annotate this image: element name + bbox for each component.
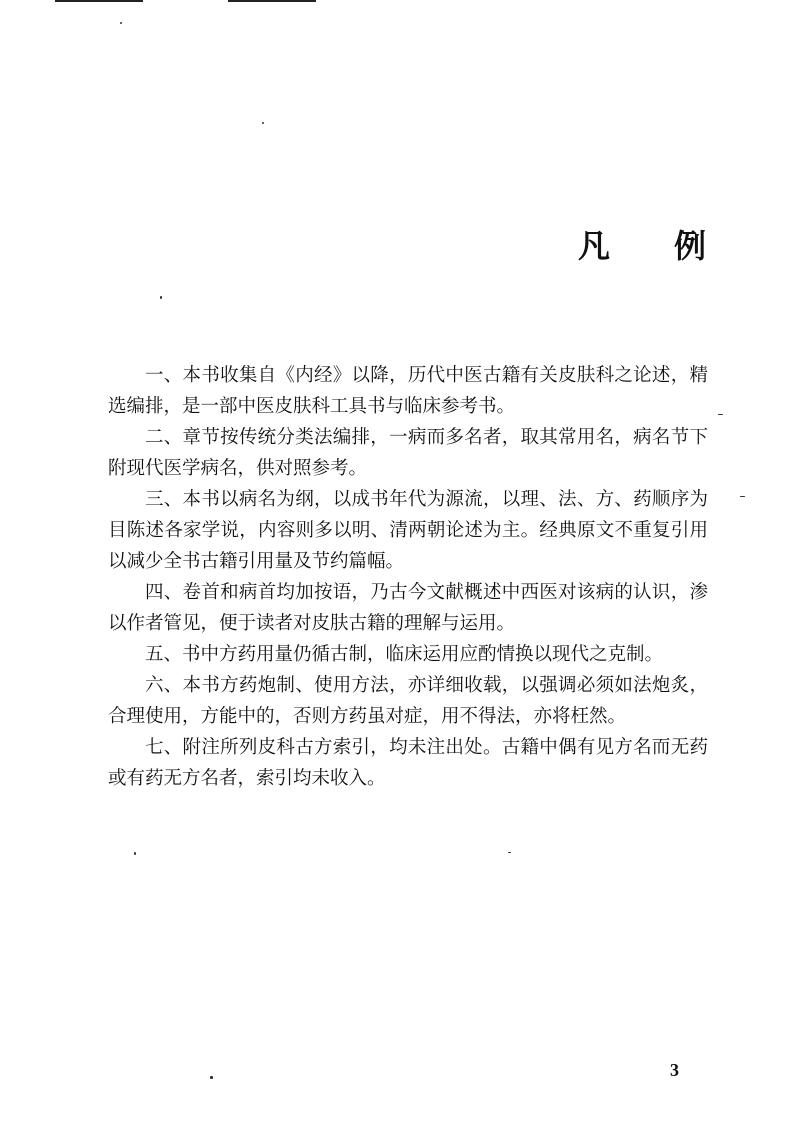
page-number: 3 xyxy=(670,1060,679,1080)
guideline-item: 六、本书方药炮制、使用方法，亦详细收载，以强调必须如法炮炙，合理使用，方能中的，否则方药虽对症，用不得法，亦将枉然。 xyxy=(108,675,708,727)
top-rule-left xyxy=(55,0,143,2)
guideline-item: 一、本书收集自《内经》以降，历代中医古籍有关皮肤科之论述，精选编排，是一部中医皮肤科工具书与临床参考书。 xyxy=(108,365,708,417)
guidelines-body xyxy=(108,360,708,794)
title-char-1: 凡 xyxy=(578,227,611,265)
scan-speck xyxy=(508,852,511,853)
scan-speck xyxy=(262,122,264,124)
guideline-item: 三、本书以病名为纲，以成书年代为源流，以理、法、方、药顺序为目陈述各家学说，内容则多以明、清两朝论述为主。经典原文不重复引用以减少全书古籍引用量及节约篇幅。 xyxy=(108,489,708,572)
scan-speck xyxy=(740,496,745,497)
page-title xyxy=(578,226,706,266)
top-rule-right xyxy=(228,0,316,2)
scan-speck xyxy=(210,1076,213,1079)
scan-speck xyxy=(160,296,162,299)
title-char-2: 例 xyxy=(673,227,706,265)
scan-speck xyxy=(120,22,122,24)
guideline-item: 七、附注所列皮科古方索引，均未注出处。古籍中偶有见方名而无药或有药无方名者，索引均未收入。 xyxy=(108,737,708,789)
guideline-item: 五、书中方药用量仍循古制，临床运用应酌情换以现代之克制。 xyxy=(145,644,664,665)
scan-speck xyxy=(718,414,723,415)
scan-speck xyxy=(134,852,136,855)
guideline-item: 四、卷首和病首均加按语，乃古今文献概述中西医对该病的认识，渗以作者管见，便于读者对皮肤古籍的理解与运用。 xyxy=(108,582,708,634)
guideline-item: 二、章节按传统分类法编排，一病而多名者，取其常用名，病名节下附现代医学病名，供对照参考。 xyxy=(108,427,708,479)
